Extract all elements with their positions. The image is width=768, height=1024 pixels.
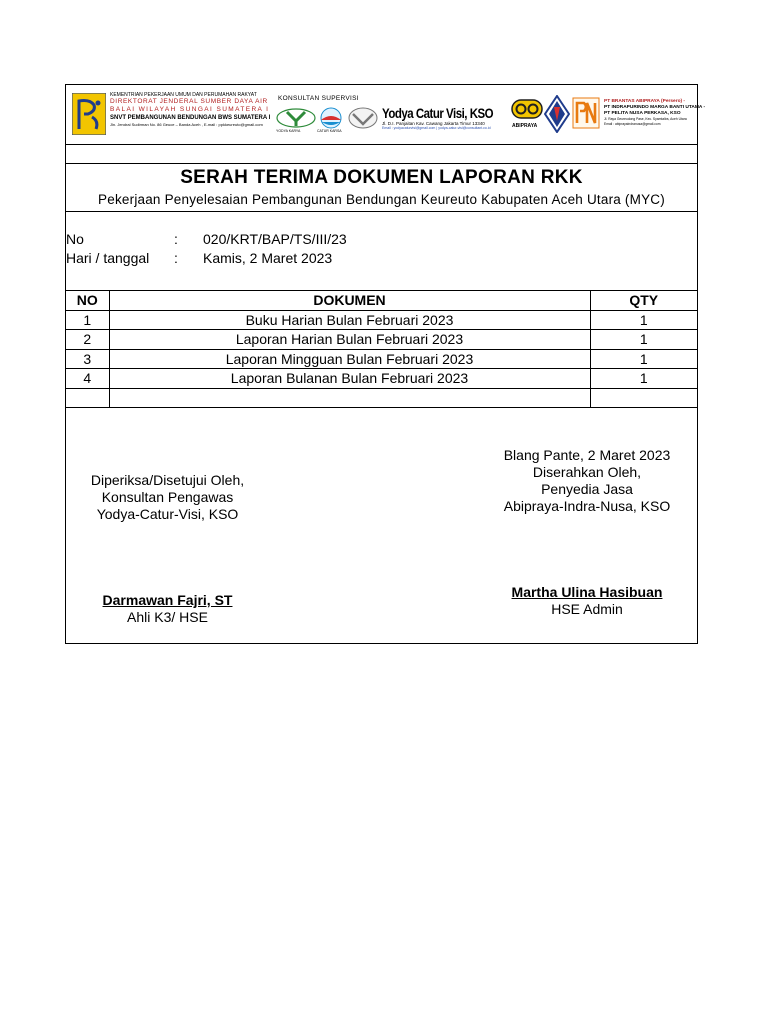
table-row <box>66 349 697 369</box>
row-no: 1 <box>66 310 109 330</box>
row-document: Laporan Mingguan Bulan Februari 2023 <box>109 349 590 369</box>
date-label: Hari / tanggal <box>66 250 150 266</box>
header-qty: QTY <box>590 291 697 311</box>
row-document: Laporan Harian Bulan Februari 2023 <box>109 330 590 350</box>
date-value: Kamis, 2 Maret 2023 <box>203 250 333 266</box>
row-qty-empty <box>590 388 697 408</box>
abipraya-logo-caption: ABIPRAYA <box>512 123 538 129</box>
consultant-name: Yodya Catur Visi, KSO <box>382 105 494 121</box>
catur-logo-caption: CATUR KARSA <box>317 129 342 133</box>
consultant-address: Jl. D.I. Panjaitan Kav. Cawang Jakarta Timur 13340 <box>382 121 485 126</box>
ministry-block <box>110 92 270 128</box>
ministry-line-3: BALAI WILAYAH SUNGAI SUMATERA I <box>110 106 270 113</box>
divider-line <box>66 163 697 164</box>
table-row <box>66 310 697 330</box>
left-signature-block <box>66 472 269 523</box>
document-sheet <box>65 84 706 644</box>
document-subtitle: Pekerjaan Penyelesaian Pembangunan Bendungan Keureuto Kabupaten Aceh Utara (MYC) <box>98 192 665 207</box>
consultant-name-block <box>382 105 517 131</box>
row-qty: 1 <box>590 310 697 330</box>
row-qty: 1 <box>590 349 697 369</box>
contractor-line-1: PT BRANTAS ABIPRAYA (Persero) - <box>604 99 686 104</box>
row-document: Buku Harian Bulan Februari 2023 <box>109 310 590 330</box>
header-no: NO <box>66 291 109 311</box>
row-qty: 1 <box>590 330 697 350</box>
left-sig-line-2: Konsultan Pengawas <box>101 489 234 505</box>
right-sig-line-3: Abipraya-Indra-Nusa, KSO <box>503 498 671 514</box>
pu-ministry-logo-icon <box>72 93 106 135</box>
contractor-line-2: PT INDRAPURINDO MARGA BANTI UTAMA - <box>604 105 706 110</box>
yodya-logo-caption: YODYA KARYA <box>276 129 301 133</box>
visi-logo-icon <box>347 106 379 132</box>
left-signatory <box>66 592 269 626</box>
consultant-label: KONSULTAN SUPERVISI <box>278 95 359 102</box>
left-sig-line-3: Yodya-Catur-Visi, KSO <box>96 506 239 522</box>
yodya-karya-logo-icon <box>275 107 317 131</box>
no-separator: : <box>174 231 178 247</box>
row-document-empty <box>109 388 590 408</box>
ministry-line-4: SNVT PEMBANGUNAN BENDUNGAN BWS SUMATERA I <box>110 115 271 121</box>
contractor-line-3: PT PELITA NUSA PERKASA, KSO <box>604 111 681 116</box>
divider-line <box>66 211 697 212</box>
document-title: SERAH TERIMA DOKUMEN LAPORAN RKK <box>180 167 583 188</box>
row-no: 4 <box>66 369 109 389</box>
row-no-empty <box>66 388 109 408</box>
no-label: No <box>66 231 84 247</box>
left-sig-line-1: Diperiksa/Disetujui Oleh, <box>90 472 245 488</box>
ministry-line-5: Jln. Jendral Sudirman No. 86 Geuce – Banda Aceh , E-mail : ppkkeureuto@gmail.com <box>110 122 263 127</box>
right-sig-line-2: Penyedia Jasa <box>541 481 633 497</box>
contractor-line-5: Email : abiprayaindranusa@gmail.com <box>604 122 661 126</box>
ministry-line-2: DIREKTORAT JENDERAL SUMBER DAYA AIR <box>110 98 268 105</box>
table-row <box>66 369 697 389</box>
header-dokumen: DOKUMEN <box>109 291 590 311</box>
right-signatory <box>476 584 698 618</box>
pelita-nusa-logo-icon <box>572 97 600 129</box>
left-signatory-name: Darmawan Fajri, ST <box>102 592 233 608</box>
row-no: 3 <box>66 349 109 369</box>
consultant-email: Email : yodyacaturvisi@gmail.com | yodya-catur-visi@consultant.co.id <box>382 126 491 130</box>
right-sig-place-date: Blang Pante, 2 Maret 2023 <box>503 447 671 463</box>
consultant-block <box>278 95 359 103</box>
row-qty: 1 <box>590 369 697 389</box>
indrapurindo-logo-icon <box>544 95 570 133</box>
row-document: Laporan Bulanan Bulan Februari 2023 <box>109 369 590 389</box>
no-value: 020/KRT/BAP/TS/III/23 <box>203 231 347 247</box>
divider-line <box>66 144 697 145</box>
document-table <box>66 290 697 408</box>
right-signatory-role: HSE Admin <box>551 601 623 617</box>
date-separator: : <box>174 250 178 266</box>
contractor-line-4: Jl. Raya Geureudong Pase, Kec. Syamtalira, Aceh Utara <box>604 117 687 121</box>
right-sig-line-1: Diserahkan Oleh, <box>532 464 642 480</box>
header-logo-band <box>66 85 706 144</box>
right-signatory-name: Martha Ulina Hasibuan <box>511 584 663 600</box>
table-header-row <box>66 291 697 311</box>
ministry-line-1: KEMENTRIAN PEKERJAAN UMUM DAN PERUMAHAN RAKYAT <box>110 92 257 98</box>
row-no: 2 <box>66 330 109 350</box>
contractor-block <box>604 99 705 127</box>
table-row <box>66 330 697 350</box>
left-signatory-role: Ahli K3/ HSE <box>127 609 208 625</box>
right-signature-block <box>476 447 698 515</box>
table-row-empty <box>66 388 697 408</box>
